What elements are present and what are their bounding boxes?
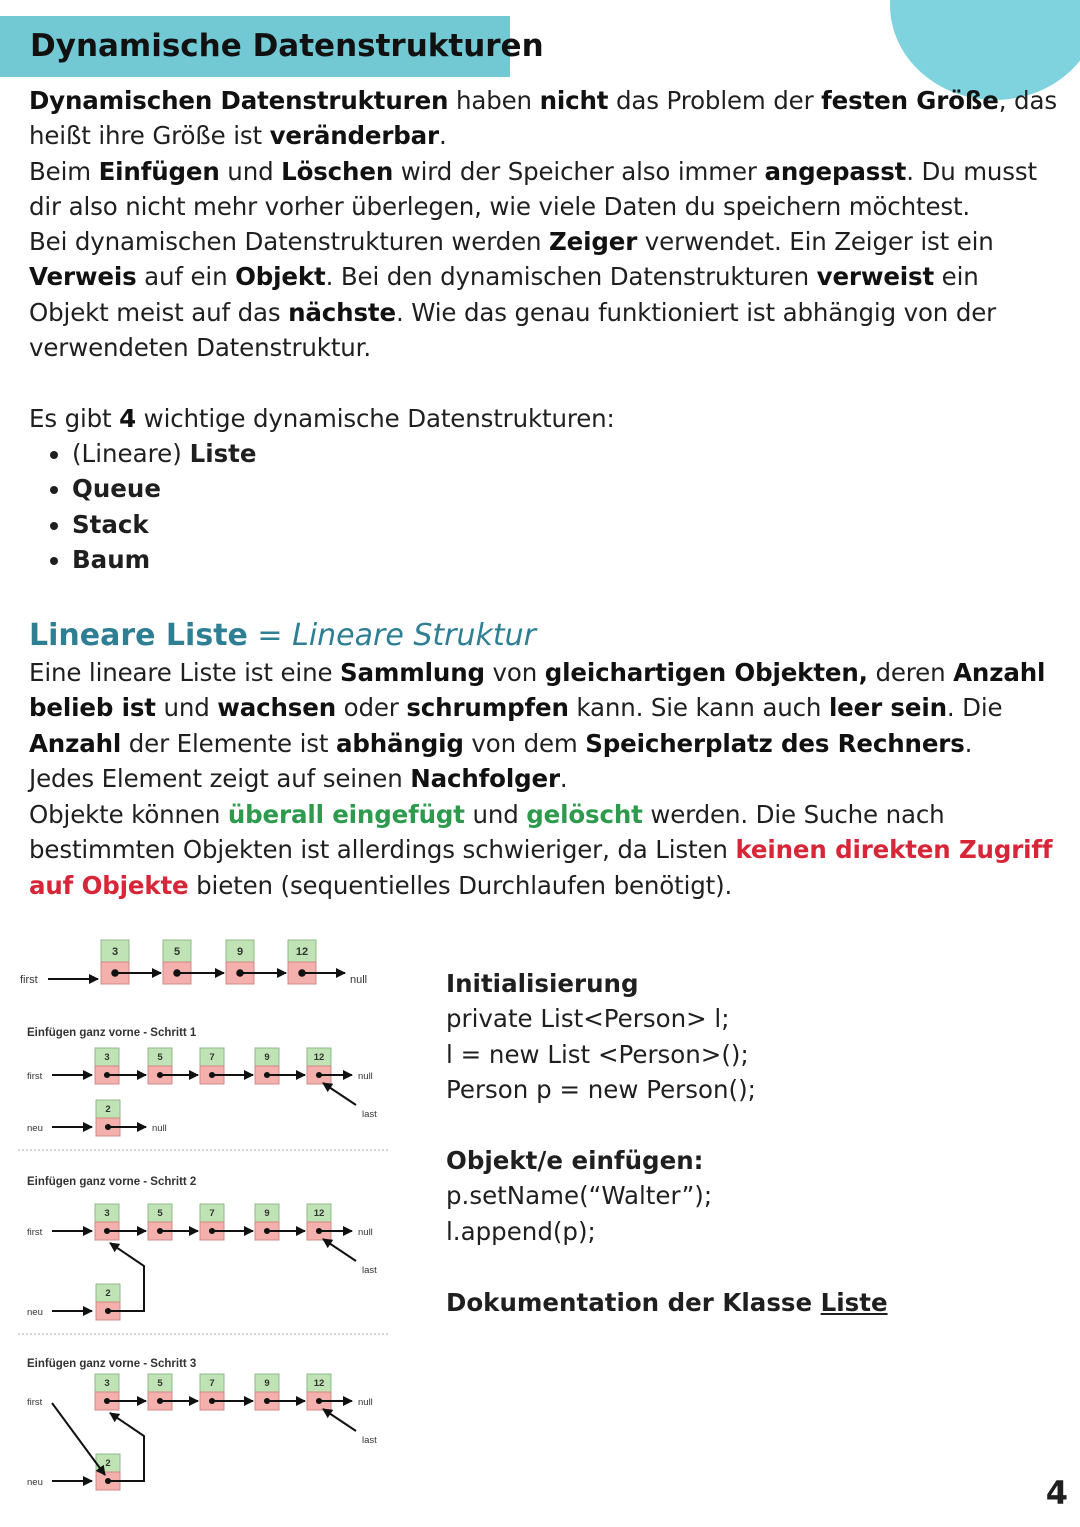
intro-paragraph-1 [29, 83, 1059, 154]
page-title: Dynamische Datenstrukturen [30, 28, 544, 64]
text-run: . [438, 121, 447, 151]
diagram-label: first [27, 1227, 43, 1238]
section-heading-strong: Lineare Liste [29, 618, 248, 653]
text-run: . [559, 764, 568, 793]
diagram-label: null [358, 1071, 373, 1082]
diagram-label: first [27, 1397, 43, 1408]
section-heading [29, 616, 536, 656]
node-value-label: 9 [264, 1052, 270, 1064]
bold-text: abhängig [335, 728, 464, 758]
bold-text: Anzahl [29, 728, 122, 758]
text-run: von [484, 658, 545, 687]
bold-text: festen Größe [821, 86, 999, 115]
bold-text: schrumpfen [406, 693, 569, 723]
linked-list-diagram [0, 930, 400, 1500]
code-block [446, 966, 888, 1320]
section-paragraph-1 [29, 655, 1059, 761]
bold-text: Stack [72, 509, 149, 539]
bold-text: Baum [72, 545, 151, 575]
text-run: verwendet. Ein Zeiger ist ein [637, 227, 994, 256]
bold-text: leer sein [828, 693, 947, 723]
documentation-prefix: Dokumentation der Klasse [446, 1287, 821, 1317]
node-value-label: 3 [104, 1052, 110, 1064]
text-run: , das heißt ihre Größe ist [29, 86, 1057, 151]
bold-text: nächste [288, 297, 396, 327]
node-value-label: 12 [295, 945, 309, 958]
bold-text: Liste [189, 439, 257, 468]
diagram-label: Einfügen ganz vorne - Schritt 3 [27, 1358, 197, 1370]
bold-text: Dynamischen Datenstrukturen [29, 86, 449, 115]
node-value-label: 9 [264, 1208, 270, 1220]
bold-text: 4 [119, 404, 137, 433]
bold-text: Nachfolger [410, 764, 560, 793]
intro-paragraph-3 [29, 224, 1059, 366]
text-run: . Die [946, 693, 1003, 723]
diagram-label: last [362, 1435, 377, 1446]
text-run: wird der Speicher also immer [393, 157, 765, 186]
node-value-label: 9 [264, 1378, 270, 1390]
text-run: auf ein [136, 262, 236, 292]
code-line: private List<Person> l; [446, 1004, 730, 1034]
pointer-arrow [323, 1409, 356, 1431]
text-run: kann. Sie kann auch [568, 693, 829, 723]
pointer-arrow [323, 1239, 356, 1261]
bold-text: Löschen [281, 157, 394, 186]
bold-text: nicht [539, 86, 609, 115]
node-value-label: 3 [104, 1378, 110, 1390]
green-text: überall eingefügt [227, 800, 465, 829]
text-run: deren [867, 658, 954, 687]
node-value-label: 5 [173, 945, 181, 958]
text-run: und [219, 157, 282, 186]
page-number: 4 [1045, 1474, 1068, 1512]
pointer-arrow [323, 1083, 356, 1105]
node-value-label: 12 [313, 1208, 325, 1220]
text-run: von dem [463, 728, 586, 758]
diagram-label: neu [27, 1477, 43, 1488]
init-heading: Initialisierung [446, 969, 639, 998]
node-value-label: 5 [157, 1208, 163, 1220]
section-heading-light: = Lineare Struktur [247, 618, 536, 653]
diagram-label: null [358, 1227, 373, 1238]
text-run: . Du musst dir also nicht mehr vorher überlegen, wie viele Daten du speichern möchtest. [29, 157, 1037, 222]
text-run: und [155, 693, 218, 723]
diagram-label: null [350, 974, 368, 986]
list-item [72, 471, 257, 506]
diagram-label: null [358, 1397, 373, 1408]
text-run: das Problem der [608, 86, 822, 115]
bold-text: Queue [72, 474, 161, 504]
documentation-line [446, 1285, 888, 1320]
bold-text: gleichartigen Objekten, [544, 658, 868, 687]
text-run: der Elemente ist [121, 728, 336, 758]
text-run: oder [336, 693, 407, 723]
bold-text: Sammlung [340, 658, 485, 687]
text-run: Jedes Element zeigt auf seinen [29, 764, 411, 793]
text-run: wichtige dynamische Datenstrukturen: [136, 404, 615, 433]
bold-text: verweist [816, 262, 935, 292]
diagram-label: last [362, 1265, 377, 1276]
text-run: . [964, 728, 973, 758]
text-run: haben [448, 86, 540, 115]
node-value-label: 12 [313, 1378, 325, 1390]
section-paragraph-3 [29, 797, 1059, 903]
node-value-label: 2 [105, 1104, 111, 1116]
structures-intro [29, 401, 1059, 436]
text-run: ein Objekt meist auf das [29, 262, 979, 327]
node-value-label: 7 [209, 1378, 215, 1390]
diagram-label: first [20, 974, 38, 986]
node-value-label: 2 [105, 1458, 111, 1470]
list-item [72, 436, 257, 471]
bold-text: wachsen [217, 693, 336, 723]
node-value-label: 9 [236, 945, 244, 958]
bold-text: Zeiger [549, 227, 638, 256]
bold-text: angepasst [764, 157, 907, 186]
intro-paragraph-2 [29, 154, 1059, 225]
insert-heading: Objekt/e einfügen: [446, 1146, 704, 1176]
bold-text: Verweis [29, 262, 137, 292]
text-run: . Wie das genau funktioniert ist abhängig von der verwendeten Datenstruktur. [29, 297, 997, 363]
code-line: l.append(p); [446, 1216, 596, 1246]
bold-text: veränderbar [269, 121, 439, 151]
diagram-label: Einfügen ganz vorne - Schritt 2 [27, 1176, 197, 1188]
pointer-arrow [52, 1403, 105, 1475]
text-run: Beim [29, 157, 99, 186]
section-paragraph-2 [29, 761, 1059, 796]
node-value-label: 2 [105, 1288, 111, 1300]
diagram-label: null [152, 1123, 167, 1134]
structures-list [44, 436, 257, 578]
list-item [72, 542, 257, 577]
node-value-label: 5 [157, 1378, 163, 1390]
text-run: . Bei den dynamischen Datenstrukturen [325, 262, 817, 292]
bold-text: Objekt [235, 262, 326, 292]
text-run: Es gibt [29, 404, 120, 433]
code-line: Person p = new Person(); [446, 1075, 756, 1105]
text-run: und [464, 800, 527, 829]
bold-text: Anzahl belieb ist [29, 658, 1046, 723]
text-run: Objekte können [29, 800, 228, 829]
node-value-label: 3 [104, 1208, 110, 1220]
text-run: (Lineare) [72, 439, 190, 468]
diagram-label: Einfügen ganz vorne - Schritt 1 [27, 1027, 197, 1039]
bold-text: Speicherplatz des Rechners [585, 728, 965, 758]
diagram-label: neu [27, 1307, 43, 1318]
node-value-label: 7 [209, 1208, 215, 1220]
text-run: Bei dynamischen Datenstrukturen werden [29, 227, 550, 256]
node-value-label: 5 [157, 1052, 163, 1064]
diagram-label: last [362, 1109, 377, 1120]
diagram-label: neu [27, 1123, 43, 1134]
red-text: keinen direkten Zugriff auf Objekte [29, 835, 1053, 900]
bold-text: Einfügen [98, 157, 220, 186]
code-line: p.setName(“Walter”); [446, 1181, 713, 1211]
text-run: bieten (sequentielles Durchlaufen benötigt). [188, 870, 733, 900]
text-run: werden. Die Suche nach bestimmten Objekten ist allerdings schwieriger, da Listen [29, 800, 945, 865]
node-value-label: 3 [111, 945, 119, 958]
node-value-label: 7 [209, 1052, 215, 1064]
list-item [72, 507, 257, 542]
green-text: gelöscht [526, 800, 643, 829]
documentation-link[interactable]: Liste [820, 1287, 888, 1317]
text-run: Eine lineare Liste ist eine [29, 658, 341, 687]
node-value-label: 12 [313, 1052, 325, 1064]
code-line: l = new List <Person>(); [446, 1039, 749, 1069]
diagram-label: first [27, 1071, 43, 1082]
